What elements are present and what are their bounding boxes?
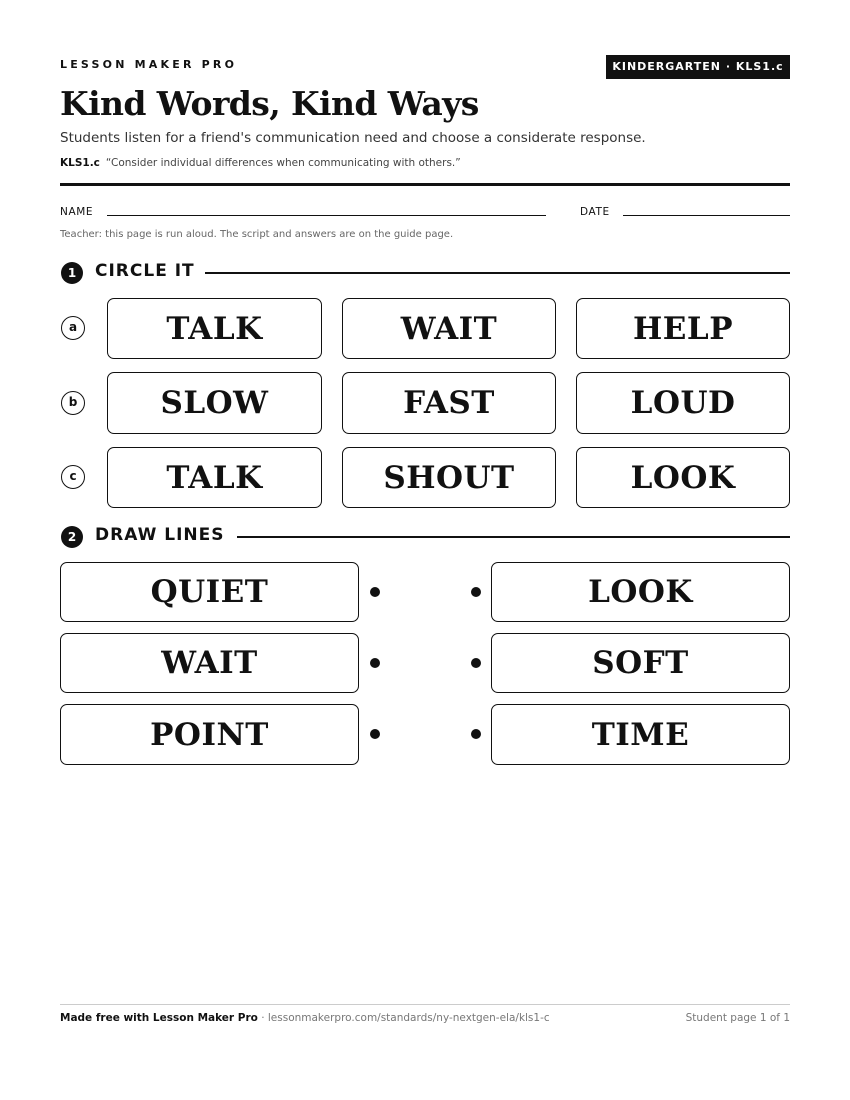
match-left-dot-3[interactable] (370, 729, 380, 739)
standard-code: KLS1.c (60, 157, 100, 169)
match-right-dot-1[interactable] (471, 587, 481, 597)
circle-word-a-3[interactable]: HELP (576, 298, 790, 359)
match-right-word-2[interactable]: SOFT (491, 633, 790, 693)
grade-badge: KINDERGARTEN · KLS1.c (606, 55, 790, 79)
match-right-dot-2[interactable] (471, 658, 481, 668)
row-letter-b: b (61, 391, 85, 415)
circle-word-a-2[interactable]: WAIT (342, 298, 556, 359)
match-left-word-3[interactable]: POINT (60, 704, 359, 765)
name-field[interactable] (107, 215, 546, 216)
circle-word-b-2[interactable]: FAST (342, 372, 556, 434)
match-right-word-1[interactable]: LOOK (491, 562, 790, 622)
footer-divider (60, 1004, 790, 1005)
name-label: NAME (60, 206, 94, 218)
circle-word-c-2[interactable]: SHOUT (342, 447, 556, 508)
circle-word-c-3[interactable]: LOOK (576, 447, 790, 508)
match-left-word-1[interactable]: QUIET (60, 562, 359, 622)
circle-word-c-1[interactable]: TALK (107, 447, 322, 508)
footer-url[interactable]: · lessonmakerpro.com/standards/ny-nextgen-ela/kls1-c (257, 1012, 550, 1024)
standard-line (60, 157, 461, 169)
date-field[interactable] (623, 215, 790, 216)
row-letter-c: c (61, 465, 85, 489)
section-1-rule (205, 272, 790, 274)
section-2-title: DRAW LINES (95, 525, 225, 545)
section-2-rule (237, 536, 790, 538)
footer-page-number: Student page 1 of 1 (685, 1012, 790, 1024)
match-right-dot-3[interactable] (471, 729, 481, 739)
match-left-dot-1[interactable] (370, 587, 380, 597)
page-subtitle: Students listen for a friend's communication need and choose a considerate response. (60, 130, 646, 146)
section-1-title: CIRCLE IT (95, 261, 195, 281)
brand-wordmark: LESSON MAKER PRO (60, 58, 238, 71)
section-1-number: 1 (61, 262, 83, 284)
match-left-word-2[interactable]: WAIT (60, 633, 359, 693)
circle-word-a-1[interactable]: TALK (107, 298, 322, 359)
match-left-dot-2[interactable] (370, 658, 380, 668)
circle-word-b-3[interactable]: LOUD (576, 372, 790, 434)
circle-word-b-1[interactable]: SLOW (107, 372, 322, 434)
date-label: DATE (580, 206, 610, 218)
row-letter-a: a (61, 316, 85, 340)
header-divider (60, 183, 790, 186)
footer-credit (60, 1012, 550, 1024)
section-2-number: 2 (61, 526, 83, 548)
page-title: Kind Words, Kind Ways (60, 84, 479, 123)
match-right-word-3[interactable]: TIME (491, 704, 790, 765)
standard-quote: “Consider individual differences when communicating with others.” (105, 157, 461, 169)
footer-maker: Made free with Lesson Maker Pro (60, 1012, 258, 1024)
teacher-note: Teacher: this page is run aloud. The script and answers are on the guide page. (60, 229, 454, 240)
